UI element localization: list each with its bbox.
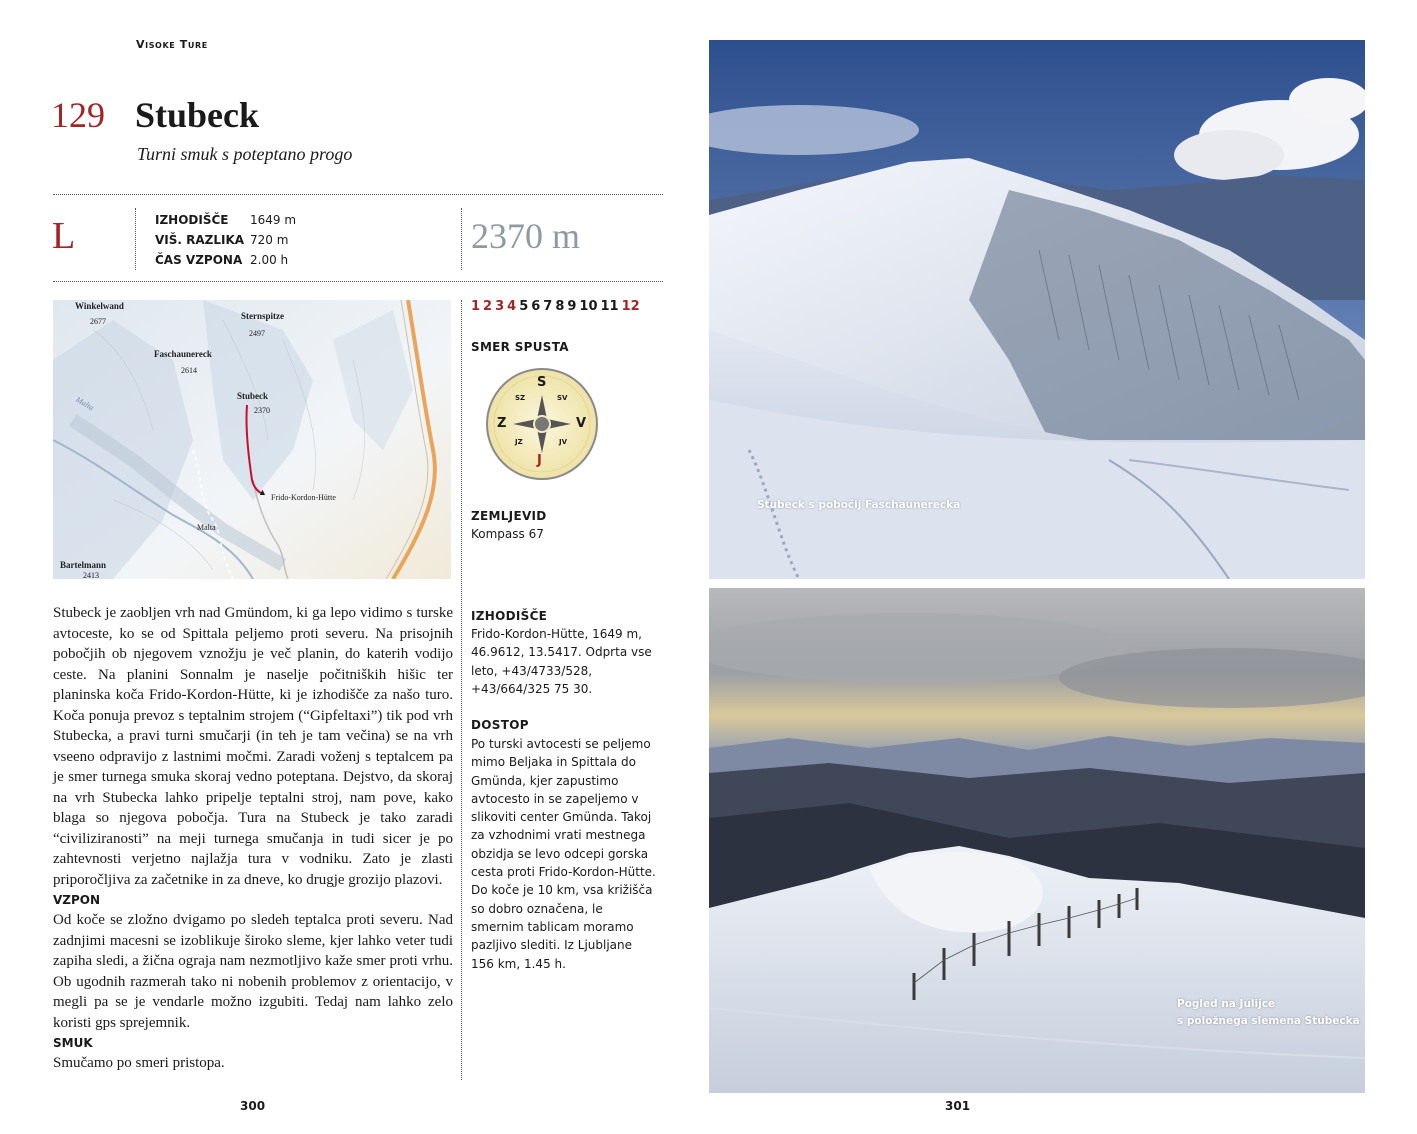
- map-label-sternspitze-alt: 2497: [249, 329, 265, 338]
- hut-icon: ▲: [258, 487, 267, 497]
- difficulty-grade: L: [52, 215, 76, 257]
- ascent-heading: VZPON: [53, 893, 101, 907]
- direction-heading: SMER SPUSTA: [471, 340, 569, 354]
- photo-stubeck-slopes: [709, 40, 1365, 579]
- divider-bottom: [53, 281, 663, 282]
- map-label-sternspitze: Sternspitze: [241, 311, 284, 321]
- map-ref-text: Kompass 67: [471, 527, 544, 541]
- map-label-malta-village: Malta: [197, 523, 216, 532]
- month-item: 4: [507, 299, 517, 314]
- map-label-hut: Frido-Kordon-Hütte: [271, 493, 336, 502]
- map-label-stubeck: Stubeck: [237, 391, 269, 401]
- stat-label-elevation: VIŠ. RAZLIKA: [155, 233, 245, 247]
- stat-value-time: 2.00 h: [250, 253, 289, 267]
- stat-label-time: ČAS VZPONA: [155, 253, 243, 267]
- compass-z: Z: [497, 416, 507, 431]
- map-terrain: [53, 300, 451, 579]
- divider-stats-left: [135, 208, 136, 270]
- map-label-stubeck-alt: 2370: [254, 406, 270, 415]
- map-label-faschaunereck-alt: 2614: [181, 366, 197, 375]
- route-description: [53, 603, 453, 1074]
- map-label-bartelmann: Bartelmann: [60, 560, 106, 570]
- route-subtitle: Turni smuk s poteptano progo: [137, 144, 353, 164]
- page-number-right: 301: [945, 1099, 971, 1113]
- month-item: 12: [621, 299, 640, 314]
- season-months: [471, 299, 643, 314]
- month-item: 10: [579, 299, 598, 314]
- stat-value-elevation: 720 m: [250, 233, 289, 247]
- month-item: 8: [555, 299, 565, 314]
- compass-sv: SV: [557, 394, 568, 402]
- month-item: 7: [543, 299, 553, 314]
- route-title: Stubeck: [135, 95, 260, 135]
- map-ref-heading: ZEMLJEVID: [471, 509, 547, 523]
- divider-stats-right: [461, 208, 462, 270]
- photo-caption-bottom-line2: s položnega slemena Stubecka: [1177, 1015, 1360, 1027]
- photo-caption-top: Stubeck s pobočij Faschaunerecka: [757, 499, 961, 511]
- map-label-bartelmann-alt: 2413: [83, 571, 99, 579]
- ascent-paragraph: Od koče se zložno dvigamo po sledeh teptalca proti severu. Nad zadnjimi macesni se izoblikuje široko sleme, kjer lahko veter tudi zapiha sledi, a žična ograja nam nezmotljivo kaže smer proti vrhu. Ob ugodnih razmerah tako ni nobenih problemov z orientacijo, v megli pa se je vendarle možno izgubiti. Tedaj nam lahko zelo koristi gps sprejemnik.: [53, 912, 453, 1031]
- month-item: 2: [483, 299, 493, 314]
- compass-jz: JZ: [515, 438, 523, 446]
- month-item: 11: [600, 299, 619, 314]
- map-label-winkelwand: Winkelwand: [75, 301, 124, 311]
- running-head: Visoke Ture: [136, 38, 208, 51]
- compass-rose: [485, 367, 599, 481]
- page-number-left: 300: [240, 1099, 266, 1113]
- route-number: 129: [51, 95, 105, 135]
- compass-sz: SZ: [515, 394, 526, 402]
- divider-column: [461, 300, 462, 1080]
- compass-jv: JV: [559, 438, 568, 446]
- map-label-winkelwand-alt: 2677: [90, 317, 106, 326]
- month-item: 6: [531, 299, 541, 314]
- map-label-faschaunereck: Faschaunereck: [154, 349, 212, 359]
- map-label-malta-river: Malta: [74, 394, 96, 413]
- month-item: 9: [567, 299, 577, 314]
- route-map: [53, 300, 451, 579]
- compass-v: V: [576, 416, 587, 431]
- compass-j: J: [537, 453, 542, 468]
- summit-altitude: 2370 m: [471, 216, 581, 256]
- intro-paragraph: Stubeck je zaobljen vrh nad Gmündom, ki ga lepo vidimo s turske avtoceste, ko se od Spittala peljemo proti severu. Na prisojnih pobočjih ob njegovem vznožju je več planin, do katerih vodijo ceste. Na planini Sonnalm je naselje počitniških hišic ter planinska koča Frido-Kordon-Hütte, ki je izhodišče za našo turo. Koča ponuja prevoz s teptalnim strojem (“Gipfeltaxi”) tik pod vrh Stubecka, a pravi turni smučarji (in teh je tam večina) se na vrh vseeno odpravijo z lastnimi močmi. Zaradi voženj s teptalcem pa je smer turnega smuka skoraj vedno poteptana. Dejstvo, da skoraj na vrh Stubecka lahko pripelje teptalni stroj, nam pove, kako blaga so njegova pobočja. Tura na Stubeck je tako zaradi “civiliziranosti” na meji turnega smučanja in tudi sicer je po zahtevnosti verjetno najlažja tura v vodniku. Zato je zlasti priporočljiva za začetnike in za dneve, ko drugje grozijo plazovi.: [53, 605, 453, 888]
- start-heading: IZHODIŠČE: [471, 609, 548, 623]
- photo-caption-bottom-line1: Pogled na Julijce: [1177, 998, 1276, 1010]
- descent-paragraph: Smučamo po smeri pristopa.: [53, 1055, 225, 1071]
- divider-top: [53, 194, 663, 195]
- descent-heading: SMUK: [53, 1036, 93, 1050]
- stat-value-start: 1649 m: [250, 213, 297, 227]
- month-item: 3: [495, 299, 505, 314]
- photo-ridge-view: [709, 588, 1365, 1093]
- month-item: 5: [519, 299, 529, 314]
- month-item: 1: [471, 299, 481, 314]
- access-heading: DOSTOP: [471, 718, 529, 732]
- access-text: Po turski avtocesti se peljemo mimo Beljaka in Spittala do Gmünda, kjer zapustimo avtocesto in se zapeljemo v slikoviti center Gmünda. Takoj za vzhodnimi vrati mestnega obzidja se levo odcepi gorska cesta proti Frido-Kordon-Hütte. Do koče je 10 km, vsa križišča so dobro označena, le smernim tablicam moramo pazljivo slediti. Iz Ljubljane 156 km, 1.45 h.: [471, 737, 656, 971]
- compass-s: S: [537, 375, 547, 390]
- start-text: Frido-Kordon-Hütte, 1649 m, 46.9612, 13.5417. Odprta vse leto, +43/4733/528, +43/664/325 75 30.: [471, 627, 652, 696]
- stat-label-start: IZHODIŠČE: [155, 213, 229, 227]
